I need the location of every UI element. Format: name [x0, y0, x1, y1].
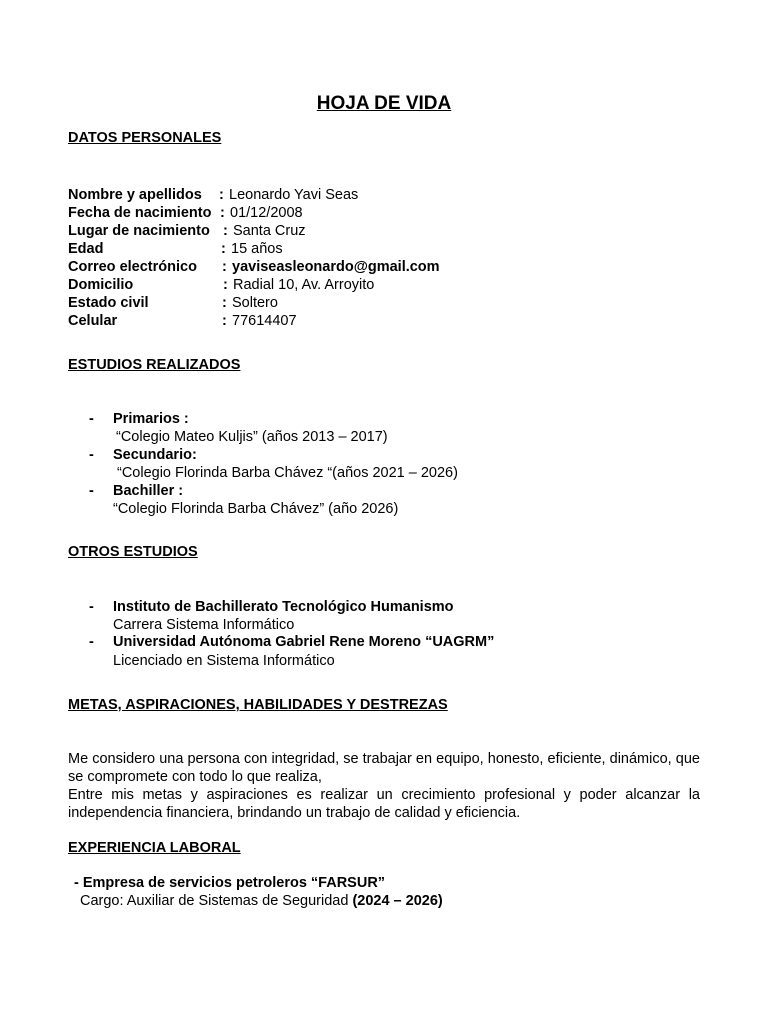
section-heading-experience: EXPERIENCIA LABORAL — [68, 840, 241, 856]
field-label: Domicilio — [68, 277, 134, 293]
study-level-primary: Primarios : — [113, 411, 189, 427]
colon: : — [220, 205, 225, 221]
field-value: Radial 10, Av. Arroyito — [233, 277, 375, 293]
email-value: yaviseasleonardo@gmail.com — [232, 259, 440, 275]
field-label: Correo electrónico — [68, 259, 197, 275]
other-study-detail: Licenciado en Sistema Informático — [113, 653, 335, 669]
colon: : — [223, 223, 228, 239]
section-heading-personal: DATOS PERSONALES — [68, 130, 222, 146]
colon: : — [223, 277, 228, 293]
colon: : — [221, 241, 226, 257]
goals-paragraph: Entre mis metas y aspiraciones es realizar un crecimiento profesional y poder alcanzar la independencia financiera, brindando un trabajo de calidad y eficiencia. — [68, 787, 700, 821]
bullet: - — [89, 599, 94, 615]
section-heading-goals: METAS, ASPIRACIONES, HABILIDADES Y DESTREZAS — [68, 697, 448, 713]
bullet: - — [89, 411, 94, 427]
experience-company: - Empresa de servicios petroleros “FARSUR” — [74, 875, 386, 891]
goals-paragraph: Me considero una persona con integridad, se trabajar en equipo, honesto, eficiente, dinámico, que se compromete con todo lo que realiza, — [68, 751, 700, 785]
bullet: - — [89, 483, 94, 499]
field-label: Celular — [68, 313, 118, 329]
section-heading-studies: ESTUDIOS REALIZADOS — [68, 357, 241, 373]
colon: : — [219, 187, 224, 203]
field-value: 01/12/2008 — [230, 205, 303, 221]
experience-role-line — [80, 892, 443, 910]
field-value: Soltero — [232, 295, 278, 311]
field-label: Edad — [68, 241, 104, 257]
bullet: - — [89, 447, 94, 463]
experience-role: Cargo: Auxiliar de Sistemas de Seguridad — [80, 893, 349, 909]
experience-period: (2024 – 2026) — [352, 893, 443, 909]
field-label: Estado civil — [68, 295, 149, 311]
section-heading-other-studies: OTROS ESTUDIOS — [68, 544, 198, 560]
study-detail-secondary: “Colegio Florinda Barba Chávez “(años 2021 – 2026) — [117, 465, 458, 481]
bullet: - — [89, 634, 94, 650]
field-label: Nombre y apellidos — [68, 187, 202, 203]
field-label: Lugar de nacimiento — [68, 223, 210, 239]
colon: : — [222, 259, 227, 275]
study-detail-primary: “Colegio Mateo Kuljis” (años 2013 – 2017) — [116, 429, 388, 445]
other-study-institution: Instituto de Bachillerato Tecnológico Humanismo — [113, 599, 454, 615]
field-label: Fecha de nacimiento — [68, 205, 212, 221]
document-title: HOJA DE VIDA — [316, 93, 452, 114]
field-value: 15 años — [231, 241, 283, 257]
goals-text — [68, 750, 700, 822]
field-value: Leonardo Yavi Seas — [229, 187, 359, 203]
colon: : — [222, 313, 227, 329]
study-level-bachelor: Bachiller : — [113, 483, 184, 499]
study-detail-bachelor: “Colegio Florinda Barba Chávez” (año 2026) — [113, 501, 399, 517]
other-study-detail: Carrera Sistema Informático — [113, 617, 295, 633]
study-level-secondary: Secundario: — [113, 447, 197, 463]
colon: : — [222, 295, 227, 311]
other-study-institution: Universidad Autónoma Gabriel Rene Moreno “UAGRM” — [113, 634, 495, 650]
field-value: 77614407 — [232, 313, 297, 329]
field-value: Santa Cruz — [233, 223, 306, 239]
